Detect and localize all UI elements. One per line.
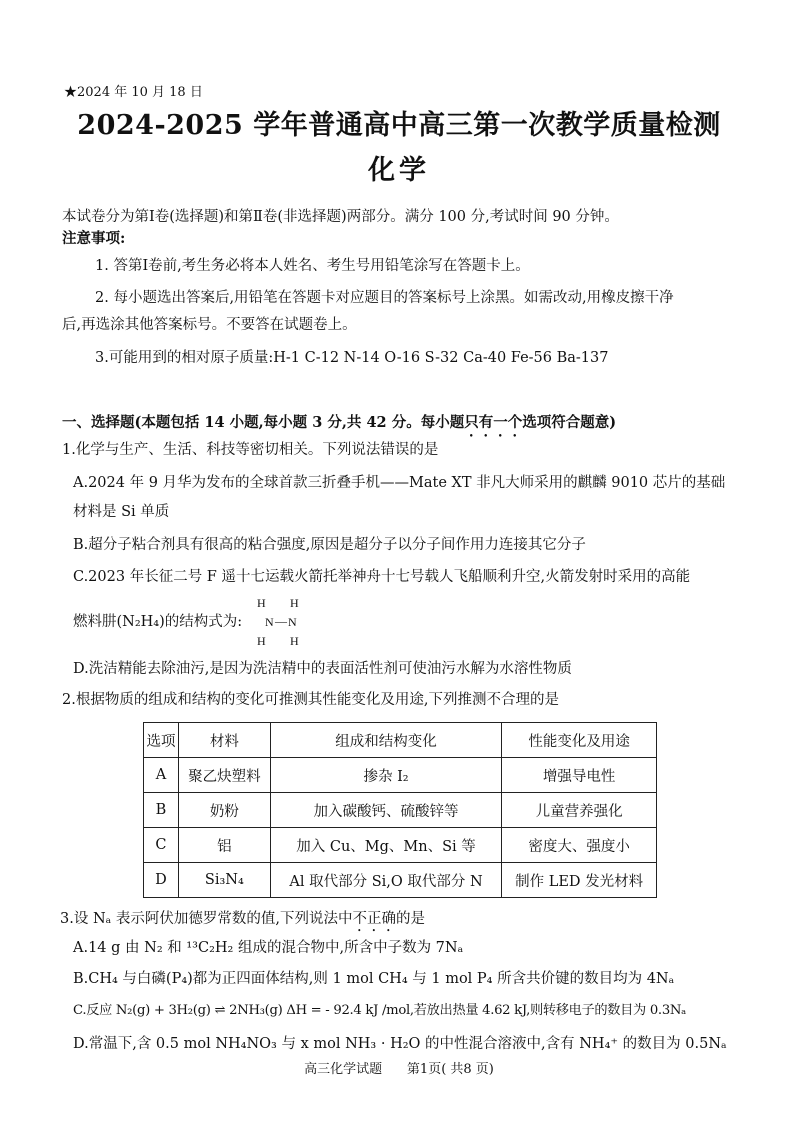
notes-heading: 注意事项:: [62, 230, 126, 247]
question-3-stem: [60, 911, 425, 935]
intro-text: 本试卷分为第Ⅰ卷(选择题)和第Ⅱ卷(非选择题)两部分。满分 100 分,考试时间 90 分钟。: [62, 209, 619, 225]
atom-h: H: [257, 634, 266, 648]
atom-h: H: [290, 634, 299, 648]
table-cell: A: [144, 758, 179, 793]
table-row: [144, 793, 657, 828]
table-header: 选项: [144, 723, 179, 758]
table-cell: C: [144, 828, 179, 863]
atom-h: H: [290, 596, 299, 610]
table-cell: 密度大、强度小: [502, 828, 657, 863]
q1-option-d: D.洗洁精能去除油污,是因为洗洁精中的表面活性剂可使油污水解为水溶性物质: [73, 661, 572, 677]
section-text: 选项符合题意): [522, 414, 617, 431]
table-header: 材料: [178, 723, 270, 758]
q3-option-a: A.14 g 由 N₂ 和 ¹³C₂H₂ 组成的混合物中,所含中子数为 7Nₐ: [73, 940, 464, 956]
question-1-stem: 1.化学与生产、生活、科技等密切相关。下列说法错误的是: [62, 442, 439, 458]
q1-option-c-cont: 燃料肼(N₂H₄)的结构式为:: [73, 614, 243, 630]
q3-option-d: D.常温下,含 0.5 mol NH₄NO₃ 与 x mol NH₃ · H₂O 的中性混合溶液中,含有 NH₄⁺ 的数目为 0.5Nₐ: [73, 1036, 727, 1052]
hydrazine-structure: [255, 596, 315, 646]
q3-text: 的是: [395, 911, 425, 927]
atom-n: N: [265, 615, 274, 629]
note-item: 3.可能用到的相对原子质量:H-1 C-12 N-14 O-16 S-32 Ca-40 Fe-56 Ba-137: [95, 350, 609, 366]
q1-option-a: A.2024 年 9 月华为发布的全球首款三折叠手机——Mate XT 非凡大师采用的麒麟 9010 芯片的基础: [73, 475, 726, 491]
table-cell: Si₃N₄: [178, 863, 270, 898]
table-header: 组成和结构变化: [270, 723, 502, 758]
table-cell: 加入碳酸钙、硫酸锌等: [270, 793, 502, 828]
page-title: 2024-2025 学年普通高中高三第一次教学质量检测: [77, 110, 721, 141]
bond: —: [275, 614, 287, 628]
subject-title: 化学: [368, 155, 430, 186]
q1-option-c: C.2023 年长征二号 F 遥十七运载火箭托举神舟十七号载人飞船顺利升空,火箭发射时采用的高能: [73, 569, 691, 585]
table-row: [144, 758, 657, 793]
table-cell: 聚乙炔塑料: [178, 758, 270, 793]
table-row: [144, 863, 657, 898]
table-cell: 制作 LED 发光材料: [502, 863, 657, 898]
table-cell: B: [144, 793, 179, 828]
table-header-row: [144, 723, 657, 758]
exam-date: ★2024 年 10 月 18 日: [64, 85, 203, 100]
atom-h: H: [257, 596, 266, 610]
note-item: 1. 答第Ⅰ卷前,考生务必将本人姓名、考生号用铅笔涂写在答题卡上。: [95, 258, 530, 274]
table-cell: 掺杂 I₂: [270, 758, 502, 793]
q3-option-c: C.反应 N₂(g) + 3H₂(g) ⇌ 2NH₃(g) ΔH = - 92.4 kJ /mol,若放出热量 4.62 kJ,则转移电子的数目为 0.3Nₐ: [73, 1003, 686, 1018]
section-emphasis: 只有一个: [464, 414, 523, 431]
table-header: 性能变化及用途: [502, 723, 657, 758]
table-cell: Al 取代部分 Si,O 取代部分 N: [270, 863, 502, 898]
question-2-stem: 2.根据物质的组成和结构的变化可推测其性能变化及用途,下列推测不合理的是: [62, 692, 559, 708]
atom-n: N: [288, 615, 297, 629]
q3-text: 3.设 Nₐ 表示阿伏加德罗常数的值,下列说法中: [60, 911, 353, 927]
note-item: 后,再选涂其他答案标号。不要答在试题卷上。: [62, 317, 357, 333]
table-cell: 奶粉: [178, 793, 270, 828]
table-cell: 加入 Cu、Mg、Mn、Si 等: [270, 828, 502, 863]
q3-emphasis: 不正确: [352, 911, 396, 927]
q2-table: [143, 722, 657, 898]
page-footer: 高三化学试题 第1页( 共8 页): [304, 1062, 494, 1077]
q3-option-b: B.CH₄ 与白磷(P₄)都为正四面体结构,则 1 mol CH₄ 与 1 mol P₄ 所含共价键的数目均为 4Nₐ: [73, 971, 675, 987]
section-text: 一、选择题(本题包括 14 小题,每小题 3 分,共 42 分。每小题: [62, 414, 465, 431]
section-heading: [62, 414, 616, 440]
table-cell: 增强导电性: [502, 758, 657, 793]
table-cell: D: [144, 863, 179, 898]
table-cell: 儿童营养强化: [502, 793, 657, 828]
note-item: 2. 每小题选出答案后,用铅笔在答题卡对应题目的答案标号上涂黑。如需改动,用橡皮擦干净: [95, 290, 674, 306]
table-row: [144, 828, 657, 863]
q1-option-b: B.超分子粘合剂具有很高的粘合强度,原因是超分子以分子间作用力连接其它分子: [73, 537, 586, 553]
table-cell: 铝: [178, 828, 270, 863]
q1-option-a-cont: 材料是 Si 单质: [73, 504, 170, 520]
